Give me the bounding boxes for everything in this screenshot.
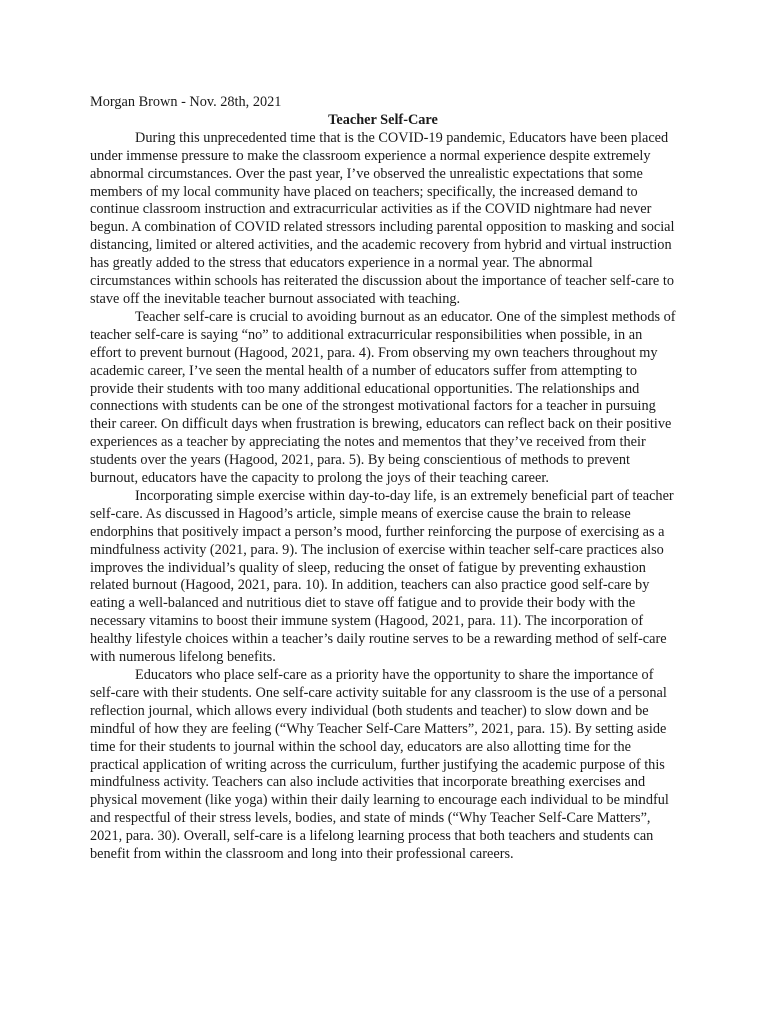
paragraph-exercise: Incorporating simple exercise within day-to-day life, is an extremely beneficial part of teacher self-care. As discussed in Hagood’s article, simple means of exercise cause the brain to release endorphins that positively impact a person’s mood, further reinforcing the purpose of exercising as a mindfulness activity (2021, para. 9). The inclusion of exercise within teacher self-care practices also improves the individual’s quality of sleep, reducing the onset of fatigue by preventing exhaustion related burnout (Hagood, 2021, para. 10). In addition, teachers can also practice good self-care by eating a well-balanced and nutritious diet to stave off fatigue and to provide their body with the necessary vitamins to boost their immune system (Hagood, 2021, para. 11). The incorporation of healthy lifestyle choices within a teacher’s daily routine serves to be a rewarding method of self-care with numerous lifelong benefits. — [90, 487, 674, 666]
author-date-header: Morgan Brown - Nov. 28th, 2021 — [90, 94, 282, 110]
paragraph-burnout: Teacher self-care is crucial to avoiding burnout as an educator. One of the simplest methods of teacher self-care is saying “no” to additional extracurricular responsibilities when possible, in an effort to prevent burnout (Hagood, 2021, para. 4). From observing my own teachers throughout my academic career, I’ve seen the mental health of a number of educators suffer from attempting to provide their students with too many additional educational opportunities. The relationships and connections with students can be one of the strongest motivational factors for a teacher in pursuing their career. On difficult days when frustration is brewing, educators can reflect back on their positive experiences as a teacher by appreciating the notes and mementos that they’ve received from their students over the years (Hagood, 2021, para. 5). By being conscientious of methods to prevent burnout, educators have the capacity to prolong the joys of their teaching career. — [90, 308, 676, 487]
document-body — [90, 94, 676, 864]
paragraph-intro: During this unprecedented time that is the COVID-19 pandemic, Educators have been placed under immense pressure to make the classroom experience a normal experience despite extremely abnormal circumstances. Over the past year, I’ve observed the unrealistic expectations that some members of my local community have placed on teachers; specifically, the increased demand to continue classroom instruction and extracurricular activities as if the COVID nightmare had never begun. A combination of COVID related stressors including parental opposition to masking and social distancing, limited or altered activities, and the academic recovery from hybrid and virtual instruction has greatly added to the stress that educators experience in a normal year. The abnormal circumstances within schools has reiterated the discussion about the importance of teacher self-care to stave off the inevitable teacher burnout associated with teaching. — [90, 129, 675, 307]
document-title: Teacher Self-Care — [328, 111, 438, 128]
paragraph-students: Educators who place self-care as a priority have the opportunity to share the importance of self-care with their students. One self-care activity suitable for any classroom is the use of a personal reflection journal, which allows every individual (both students and teacher) to slow down and be mindful of how they are feeling (“Why Teacher Self-Care Matters”, 2021, para. 15). By setting aside time for their students to journal within the school day, educators are also allotting time for the practical application of writing across the curriculum, further justifying the academic purpose of this mindfulness activity. Teachers can also include activities that incorporate breathing exercises and physical movement (like yoga) within their daily learning to encourage each individual to be mindful and respectful of their stress levels, bodies, and state of minds (“Why Teacher Self-Care Matters”, 2021, para. 30). Overall, self-care is a lifelong learning process that both teachers and students can benefit from within the classroom and long into their professional careers. — [90, 667, 669, 863]
